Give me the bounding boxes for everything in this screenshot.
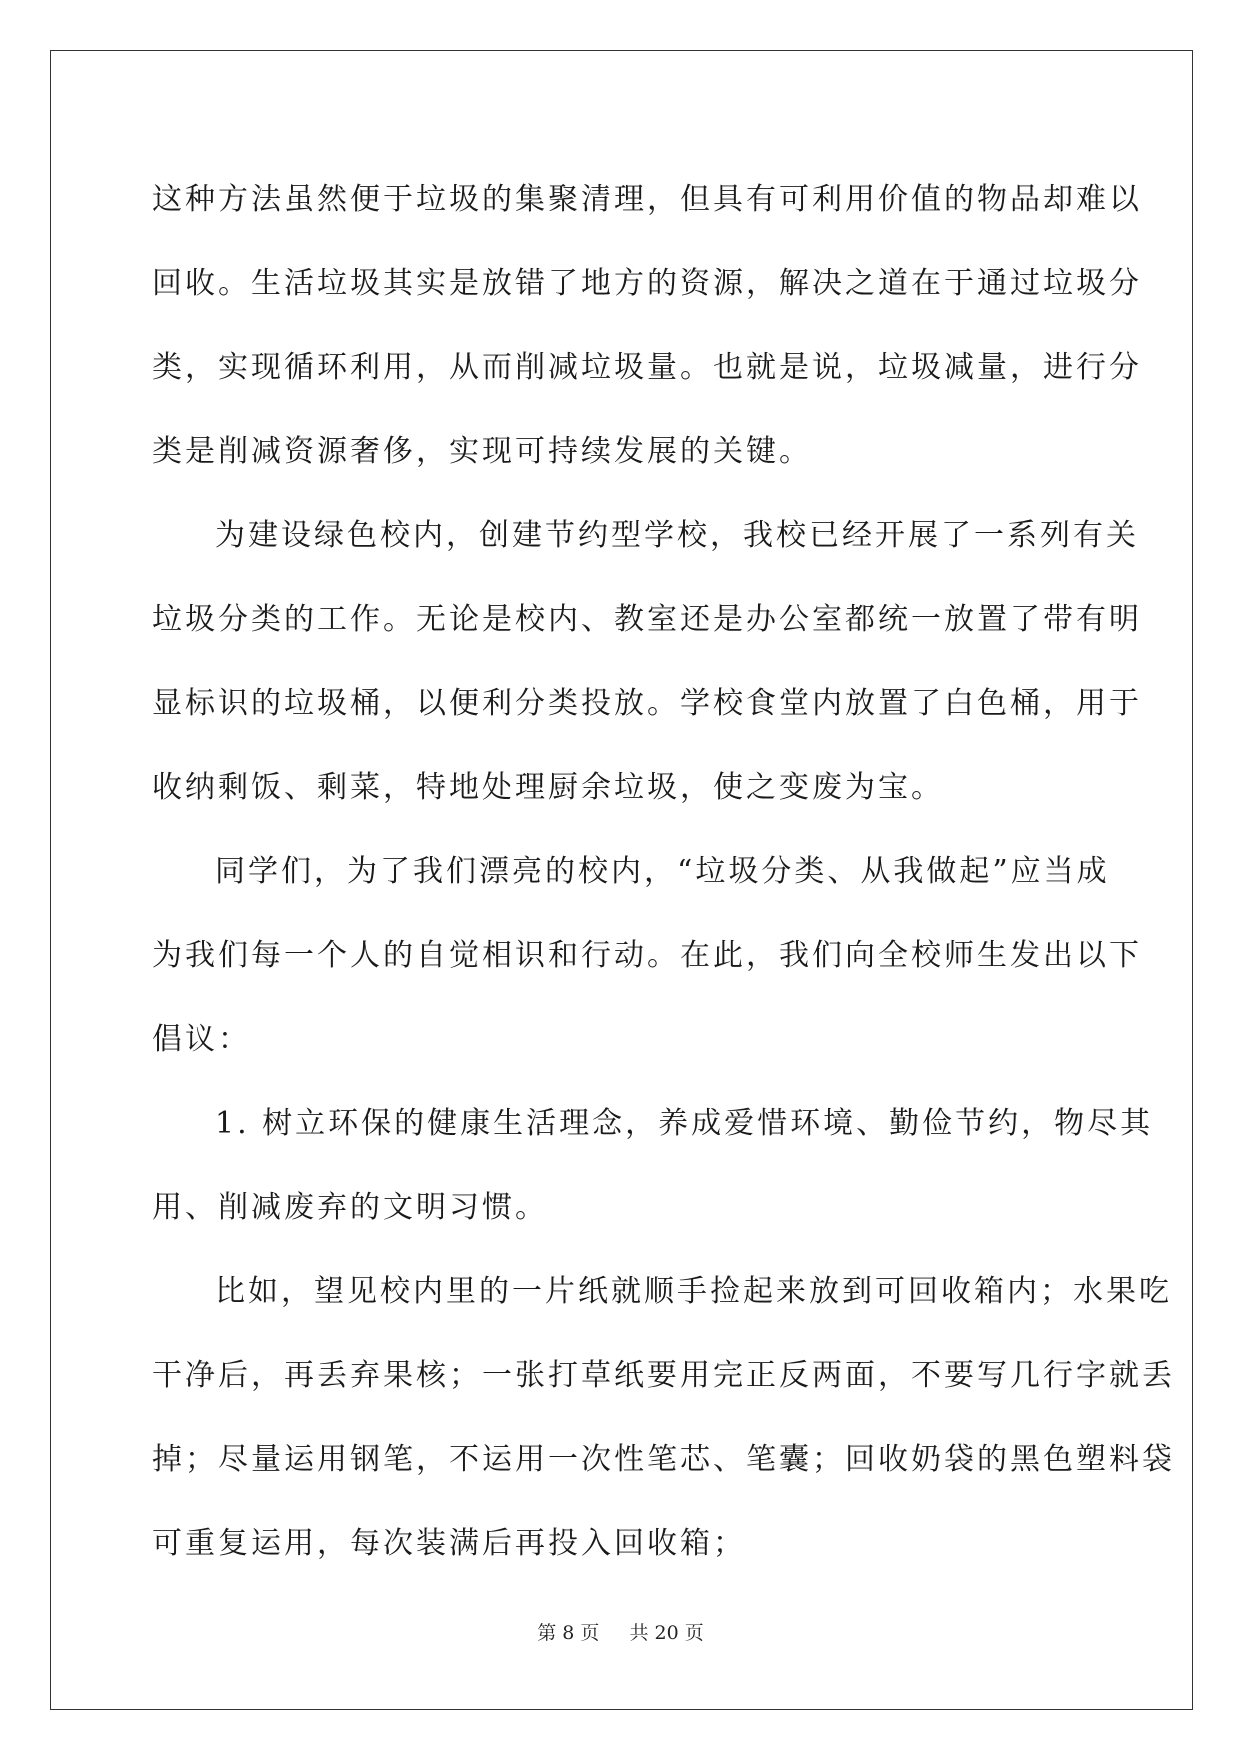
text-line: 垃圾分类的工作。无论是校内、教室还是办公室都统一放置了带有明 xyxy=(152,602,1142,637)
text-line: 回收。生活垃圾其实是放错了地方的资源，解决之道在于通过垃圾分 xyxy=(152,266,1142,301)
text-line: 为我们每一个人的自觉相识和行动。在此，我们向全校师生发出以下 xyxy=(152,938,1142,973)
text-line: 干净后，再丢弃果核；一张打草纸要用完正反两面，不要写几行字就丢 xyxy=(152,1358,1175,1393)
text-line: 比如，望见校内里的一片纸就顺手捡起来放到可回收箱内；水果吃 xyxy=(215,1274,1172,1309)
page-total: 共 20 页 xyxy=(629,1622,704,1644)
text-line: 类是削减资源奢侈，实现可持续发展的关键。 xyxy=(152,434,812,469)
text-line: 同学们，为了我们漂亮的校内，“垃圾分类、从我做起”应当成 xyxy=(215,854,1110,889)
text-line: 收纳剩饭、剩菜，特地处理厨余垃圾，使之变废为宝。 xyxy=(152,770,944,805)
text-line: 倡议： xyxy=(152,1022,251,1057)
text-line: 掉；尽量运用钢笔，不运用一次性笔芯、笔囊；回收奶袋的黑色塑料袋 xyxy=(152,1442,1175,1477)
text-line: 这种方法虽然便于垃圾的集聚清理，但具有可利用价值的物品却难以 xyxy=(152,182,1142,217)
text-line: 为建设绿色校内，创建节约型学校，我校已经开展了一系列有关 xyxy=(215,518,1139,553)
text-line: 显标识的垃圾桶，以便利分类投放。学校食堂内放置了白色桶，用于 xyxy=(152,686,1142,721)
page-number: 第 8 页 xyxy=(537,1622,600,1644)
page-footer xyxy=(0,1618,1241,1645)
text-line: 类，实现循环利用，从而削减垃圾量。也就是说，垃圾减量，进行分 xyxy=(152,350,1142,385)
document-body xyxy=(152,158,1175,1586)
text-line: 用、削减废弃的文明习惯。 xyxy=(152,1190,548,1225)
text-line: 1. 树立环保的健康生活理念，养成爱惜环境、勤俭节约，物尽其 xyxy=(215,1106,1154,1141)
text-line: 可重复运用，每次装满后再投入回收箱； xyxy=(152,1526,746,1561)
